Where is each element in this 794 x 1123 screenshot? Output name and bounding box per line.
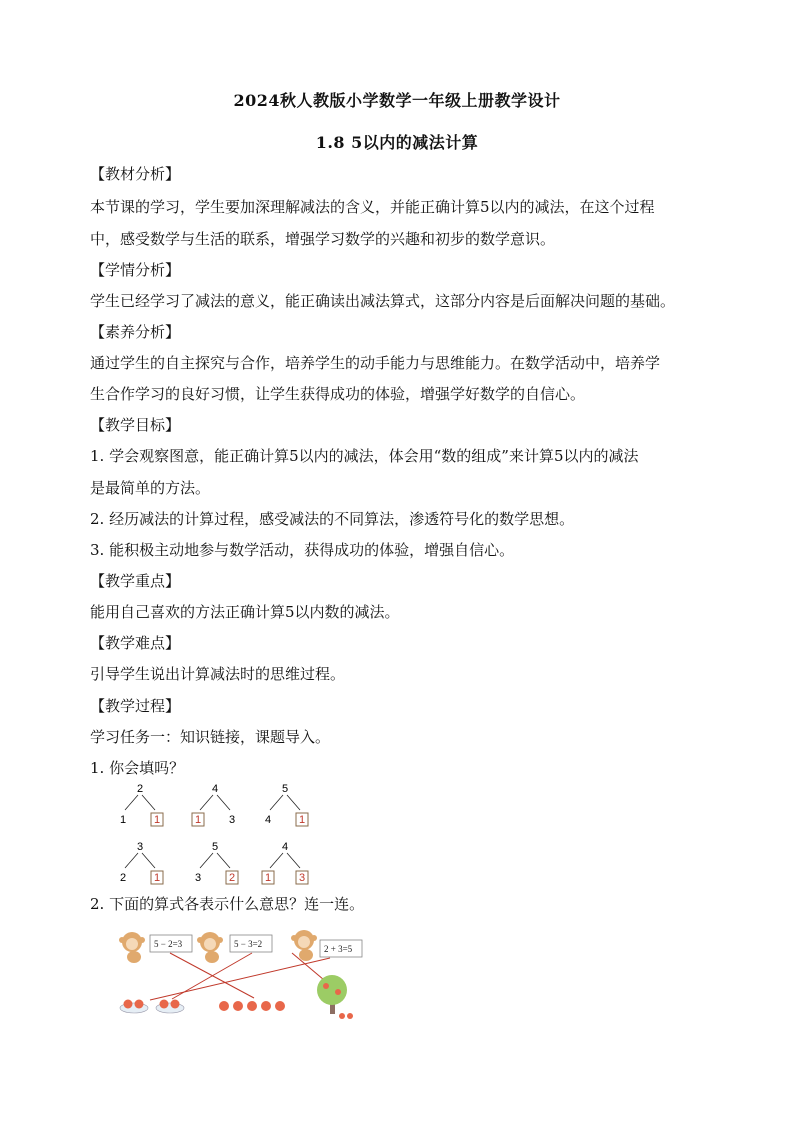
- answer-value: 1: [153, 814, 161, 826]
- apple-plate-icon: [156, 1000, 184, 1014]
- answer-value: 1: [153, 872, 161, 884]
- exercise-question: 1. 你会填吗？: [90, 759, 185, 777]
- apple-tree-icon: [317, 975, 353, 1019]
- tree-top-number: 4: [211, 783, 219, 795]
- paragraph-line: 是最简单的方法。: [90, 479, 211, 497]
- paragraph-line: 学习任务一：知识链接，课题导入。: [90, 728, 331, 746]
- section-heading: 【教学重点】: [90, 572, 181, 590]
- paragraph-line: 1. 学会观察图意，能正确计算5以内的减法，体会用“数的组成”来计算5以内的减法: [90, 447, 639, 465]
- paragraph-line: 能用自己喜欢的方法正确计算5以内数的减法。: [90, 603, 400, 621]
- tree-top-number: 2: [136, 783, 144, 795]
- answer-value: 1: [264, 872, 272, 884]
- equation-text: 2 + 3=5: [324, 944, 353, 954]
- tree-left-number: 4: [264, 814, 272, 826]
- apple-plate-icon: [120, 1000, 148, 1014]
- paragraph-line: 引导学生说出计算减法时的思维过程。: [90, 665, 346, 683]
- number-tree-figure: [110, 780, 340, 890]
- exercise-question: 2. 下面的算式各表示什么意思？连一连。: [90, 895, 365, 913]
- paragraph-line: 3. 能积极主动地参与数学活动，获得成功的体验，增强自信心。: [90, 541, 515, 559]
- paragraph-line: 生合作学习的良好习惯，让学生获得成功的体验，增强学好数学的自信心。: [90, 385, 586, 403]
- match-line: [150, 958, 330, 1000]
- document-subtitle: 1.8 5以内的减法计算: [315, 133, 479, 152]
- monkey-icon: [197, 932, 223, 963]
- section-heading: 【教材分析】: [90, 165, 181, 183]
- tree-branch: [217, 853, 230, 868]
- tree-top-number: 4: [281, 841, 289, 853]
- equation-text: 5 − 3=2: [234, 939, 263, 949]
- paragraph-line: 2. 经历减法的计算过程，感受减法的不同算法，渗透符号化的数学思想。: [90, 510, 575, 528]
- tree-branch: [125, 795, 138, 810]
- section-heading: 【教学难点】: [90, 634, 181, 652]
- section-heading: 【教学过程】: [90, 697, 181, 715]
- number-tree: [270, 853, 300, 868]
- section-heading: 【学情分析】: [90, 261, 181, 279]
- tree-branch: [200, 853, 213, 868]
- tree-branch: [270, 853, 283, 868]
- equation-text: 5 − 2=3: [154, 939, 183, 949]
- number-tree: [270, 795, 300, 810]
- tree-top-number: 5: [281, 783, 289, 795]
- paragraph-line: 通过学生的自主探究与合作，培养学生的动手能力与思维能力。在数学活动中，培养学: [90, 354, 661, 372]
- tree-left-number: 2: [119, 872, 127, 884]
- answer-value: 1: [194, 814, 202, 826]
- number-tree: [200, 795, 230, 810]
- tree-top-number: 5: [211, 841, 219, 853]
- number-tree: [125, 853, 155, 868]
- answer-value: 2: [228, 872, 236, 884]
- number-tree: [200, 853, 230, 868]
- apple-row-icon: [219, 1001, 285, 1011]
- tree-branch: [142, 853, 155, 868]
- tree-branch: [287, 853, 300, 868]
- tree-branch: [217, 795, 230, 810]
- paragraph-line: 本节课的学习，学生要加深理解减法的含义，并能正确计算5以内的减法，在这个过程: [90, 198, 655, 216]
- tree-branch: [200, 795, 213, 810]
- tree-left-number: 3: [194, 872, 202, 884]
- tree-top-number: 3: [136, 841, 144, 853]
- answer-value: 1: [298, 814, 306, 826]
- section-heading: 【素养分析】: [90, 323, 181, 341]
- tree-branch: [287, 795, 300, 810]
- answer-value: 3: [298, 872, 306, 884]
- tree-branch: [125, 853, 138, 868]
- tree-branch: [270, 795, 283, 810]
- tree-left-number: 1: [119, 814, 127, 826]
- tree-right-number: 3: [228, 814, 236, 826]
- number-tree: [125, 795, 155, 810]
- matching-figure: [112, 920, 372, 1025]
- paragraph-line: 学生已经学习了减法的意义，能正确读出减法算式，这部分内容是后面解决问题的基础。: [90, 292, 676, 310]
- document-title: 2024秋人教版小学数学一年级上册教学设计: [233, 91, 561, 110]
- monkey-icon: [119, 932, 145, 963]
- section-heading: 【教学目标】: [90, 416, 181, 434]
- tree-branch: [142, 795, 155, 810]
- monkey-icon: [291, 930, 317, 961]
- paragraph-line: 中，感受数学与生活的联系，增强学习数学的兴趣和初步的数学意识。: [90, 230, 556, 248]
